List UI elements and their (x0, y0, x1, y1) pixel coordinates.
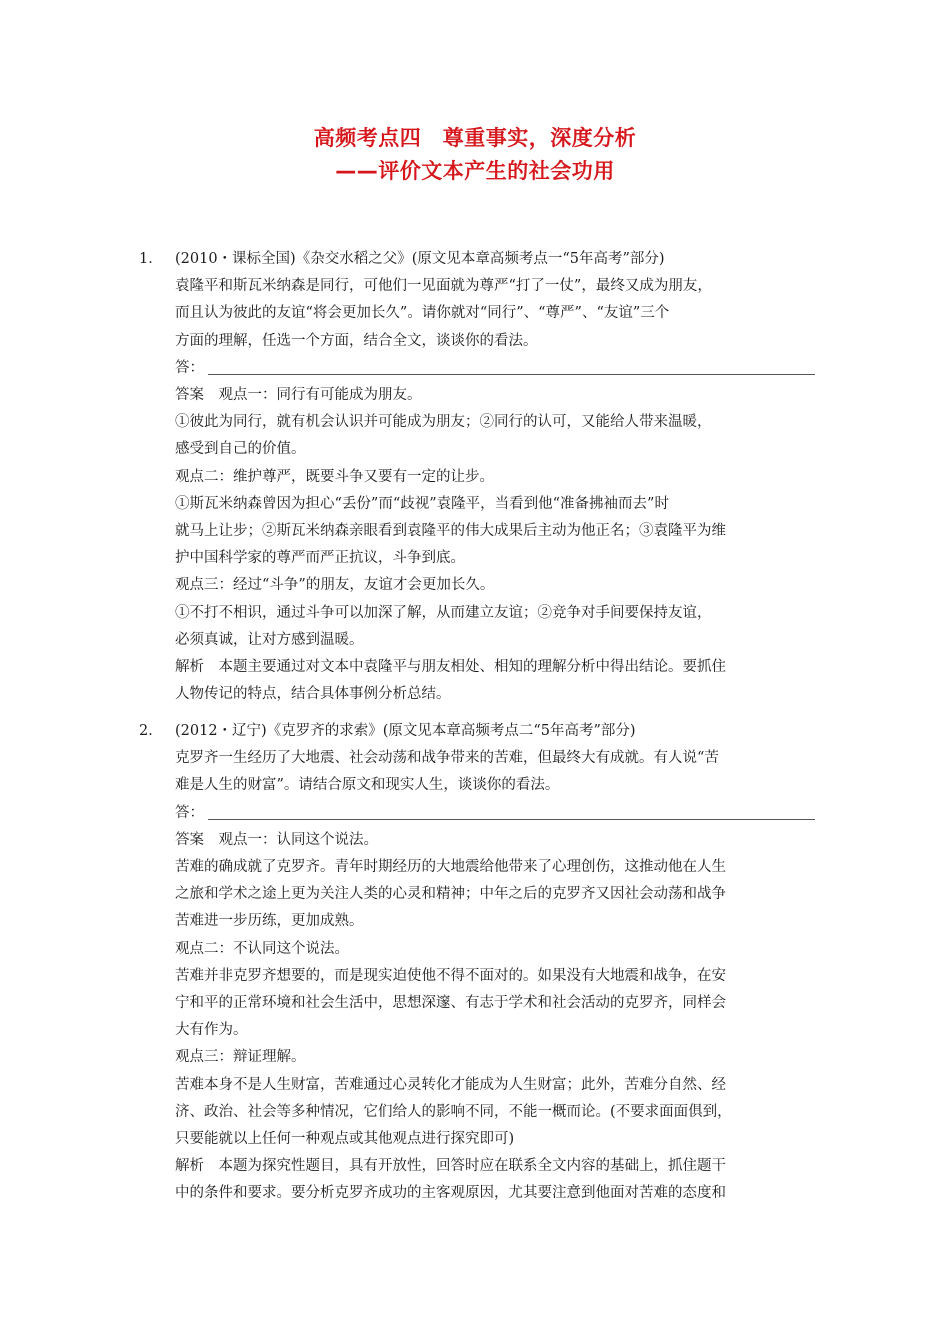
question-2-answer-line: 大有作为。 (175, 1022, 248, 1039)
question-2-answer-line: 济、政治、社会等多种情况，它们给人的影响不同，不能一概而论。(不要求面面俱到， (175, 1103, 732, 1120)
question-2-answer-line: 只要能就以上任何一种观点或其他观点进行探究即可) (175, 1131, 515, 1148)
question-2-answer-blank[interactable] (175, 800, 815, 827)
question-1-text: 而且认为彼此的友谊“将会更加长久”。请你就对“同行”、“尊严”、“友谊”三个 (175, 305, 670, 322)
question-1-number: 1． (139, 251, 163, 267)
question-2 (175, 718, 815, 1208)
question-1-answer-line: ①彼此为同行，就有机会认识并可能成为朋友；②同行的认可，又能给人带来温暖， (175, 414, 712, 431)
answer-underline[interactable] (208, 374, 815, 375)
question-1-answer-line: ①不打不相识，通过斗争可以加深了解，从而建立友谊；②竞争对手间要保持友谊， (175, 604, 712, 621)
question-1-answer-line: ①斯瓦米纳森曾因为担心“丢份”而“歧视”袁隆平，当看到他“准备拂袖而去”时 (175, 495, 669, 512)
question-2-answer-line: 苦难并非克罗齐想要的，而是现实迫使他不得不面对的。如果没有大地震和战争，在安 (175, 967, 726, 984)
question-2-text: 难是人生的财富”。请结合原文和现实人生，谈谈你的看法。 (175, 777, 560, 794)
question-1-answer-line: 观点三：经过“斗争”的朋友，友谊才会更加长久。 (175, 577, 495, 594)
question-2-answer-line: 之旅和学术之途上更为关注人类的心灵和精神；中年之后的克罗齐又因社会动荡和战争 (175, 886, 726, 903)
question-2-text: 克罗齐一生经历了大地震、社会动荡和战争带来的苦难，但最终大有成就。有人说“苦 (175, 750, 719, 767)
question-2-answer-line: 观点二：不认同这个说法。 (175, 940, 349, 957)
question-1-answer-line: 观点二：维护尊严，既要斗争又要有一定的让步。 (175, 468, 494, 485)
title-line-1: 高频考点四 尊重事实，深度分析 (313, 126, 637, 150)
question-1-source: (2010・课标全国)《杂交水稻之父》(原文见本章高频考点一“5年高考”部分) (175, 251, 665, 267)
question-1-answer-blank[interactable] (175, 355, 815, 382)
answer-label: 答： (175, 359, 204, 376)
question-1-answer-line: 必须真诚，让对方感到温暖。 (175, 631, 364, 648)
answer-label: 答： (175, 804, 204, 821)
answer-underline[interactable] (208, 819, 815, 820)
question-2-answer-line: 观点三：辩证理解。 (175, 1049, 306, 1066)
question-1-text: 袁隆平和斯瓦米纳森是同行，可他们一见面就为尊严“打了一仗”，最终又成为朋友， (175, 278, 712, 295)
question-1-analysis: 解析 本题主要通过对文本中袁隆平与朋友相处、相知的理解分析中得出结论。要抓住 (175, 659, 726, 676)
question-2-number: 2． (139, 723, 163, 739)
question-1-analysis: 人物传记的特点，结合具体事例分析总结。 (175, 686, 451, 703)
title-line-2: ——评价文本产生的社会功用 (335, 159, 615, 183)
question-2-answer-line: 苦难本身不是人生财富，苦难通过心灵转化才能成为人生财富；此外，苦难分自然、经 (175, 1076, 726, 1093)
question-1-answer-line: 就马上让步；②斯瓦米纳森亲眼看到袁隆平的伟大成果后主动为他正名；③袁隆平为维 (175, 523, 726, 540)
question-2-answer-line: 答案 观点一：认同这个说法。 (175, 831, 378, 848)
question-1 (175, 246, 815, 708)
question-2-answer-line: 苦难的确成就了克罗齐。青年时期经历的大地震给他带来了心理创伤，这推动他在人生 (175, 859, 726, 875)
question-2-analysis: 解析 本题为探究性题目，具有开放性，回答时应在联系全文内容的基础上，抓住题干 (175, 1158, 726, 1175)
question-2-analysis: 中的条件和要求。要分析克罗齐成功的主客观原因，尤其要注意到他面对苦难的态度和 (175, 1185, 726, 1202)
question-1-answer-line: 答案 观点一：同行有可能成为朋友。 (175, 387, 422, 403)
question-1-answer-line: 感受到自己的价值。 (175, 441, 306, 458)
question-2-answer-line: 宁和平的正常环境和社会生活中，思想深邃、有志于学术和社会活动的克罗齐，同样会 (175, 995, 726, 1012)
question-2-answer-line: 苦难进一步历练，更加成熟。 (175, 913, 364, 930)
question-2-source: (2012・辽宁)《克罗齐的求索》(原文见本章高频考点二“5年高考”部分) (175, 723, 636, 739)
question-1-answer-line: 护中国科学家的尊严而严正抗议，斗争到底。 (175, 550, 465, 567)
question-1-text: 方面的理解，任选一个方面，结合全文，谈谈你的看法。 (175, 332, 538, 349)
